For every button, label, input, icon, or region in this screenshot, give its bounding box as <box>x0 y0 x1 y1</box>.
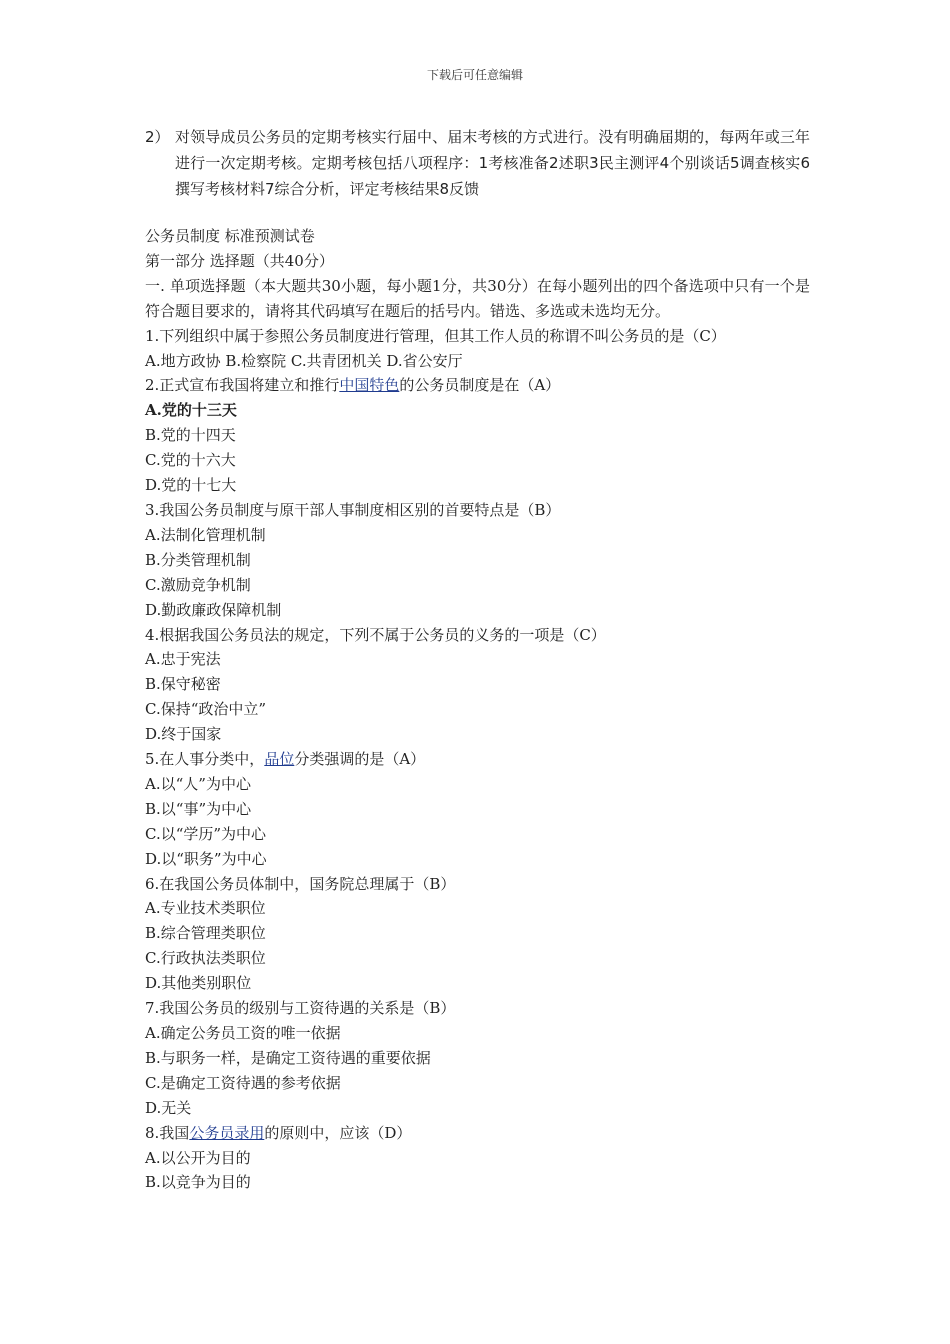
question-7-option-d: D.无关 <box>145 1098 192 1117</box>
question-8-stem <box>145 1121 810 1146</box>
intro-number: 2） <box>145 128 170 146</box>
question-4-option-b: B.保守秘密 <box>145 675 221 694</box>
question-2-option-a: A.党的十三天 <box>145 401 237 420</box>
question-5-stem-post: 分类强调的是（A） <box>294 750 426 769</box>
question-6-stem: 6.在我国公务员体制中，国务院总理属于（B） <box>145 874 456 893</box>
exam-instruction: 一. 单项选择题（本大题共30小题，每小题1分，共30分）在每小题列出的四个备选项中只有一个是符合题目要求的，请将其代码填写在题后的括号内。错选、多选或未选均无分。 <box>145 276 810 320</box>
question-6-option-b: B.综合管理类职位 <box>145 924 266 943</box>
question-5-option-c: C.以“学历”为中心 <box>145 824 267 843</box>
question-2-option-c: C.党的十六大 <box>145 451 236 470</box>
question-3-option-d: D.勤政廉政保障机制 <box>145 600 282 619</box>
question-5-option-b: B.以“事”为中心 <box>145 799 252 818</box>
question-4-option-c: C.保持“政治中立” <box>145 700 267 719</box>
question-2-option-d: D.党的十七大 <box>145 476 237 495</box>
question-3-option-c: C.激励竞争机制 <box>145 575 251 594</box>
question-5-option-a: A.以“人”为中心 <box>145 774 251 793</box>
link-pinwei[interactable]: 品位 <box>264 750 295 769</box>
intro-paragraph <box>145 124 810 202</box>
question-2-stem-post: 的公务员制度是在（A） <box>399 376 561 395</box>
question-2-option-b: B.党的十四天 <box>145 426 236 445</box>
question-8-stem-post: 的原则中，应该（D） <box>264 1123 412 1142</box>
question-6-option-d: D.其他类别职位 <box>145 974 252 993</box>
page-header: 下载后可任意编辑 <box>426 68 523 82</box>
intro-text: 对领导成员公务员的定期考核实行届中、届末考核的方式进行。没有明确届期的，每两年或三年进行一次定期考核。定期考核包括八项程序：1考核准备2述职3民主测评4个别谈话5调查核实6撰写考核材料7综合分析，评定考核结果8反馈 <box>175 128 810 198</box>
question-7-stem: 7.我国公务员的级别与工资待遇的关系是（B） <box>145 999 456 1018</box>
question-8-option-a: A.以公开为目的 <box>145 1148 251 1167</box>
question-7-option-b: B.与职务一样，是确定工资待遇的重要依据 <box>145 1048 431 1067</box>
question-2-stem <box>145 373 810 398</box>
question-5-stem <box>145 747 810 772</box>
question-3-option-b: B.分类管理机制 <box>145 550 251 569</box>
question-6-option-c: C.行政执法类职位 <box>145 949 266 968</box>
question-8-stem-pre: 8.我国 <box>145 1123 190 1142</box>
exam-body <box>145 224 810 1195</box>
link-gongwuyuan-luyong[interactable]: 公务员录用 <box>189 1123 265 1142</box>
question-5-stem-pre: 5.在人事分类中， <box>145 750 265 769</box>
question-7-option-a: A.确定公务员工资的唯一依据 <box>145 1024 341 1042</box>
question-7-option-c: C.是确定工资待遇的参考依据 <box>145 1073 341 1092</box>
question-3-stem: 3.我国公务员制度与原干部人事制度相区别的首要特点是（B） <box>145 500 561 519</box>
question-4-stem: 4.根据我国公务员法的规定，下列不属于公务员的义务的一项是（C） <box>145 625 606 644</box>
question-4-option-d: D.终于国家 <box>145 725 222 744</box>
question-3-option-a: A.法制化管理机制 <box>145 525 266 544</box>
question-8-option-b: B.以竞争为目的 <box>145 1173 251 1192</box>
question-5-option-d: D.以“职务”为中心 <box>145 849 267 868</box>
exam-title: 公务员制度 标准预测试卷 <box>145 227 315 245</box>
question-2-stem-pre: 2.正式宣布我国将建立和推行 <box>145 376 340 395</box>
question-1-options: A.地方政协 B.检察院 C.共青团机关 D.省公安厅 <box>145 351 463 370</box>
question-4-option-a: A.忠于宪法 <box>145 650 221 669</box>
link-zhongguo-tese[interactable]: 中国特色 <box>339 376 400 395</box>
question-6-option-a: A.专业技术类职位 <box>145 899 266 918</box>
exam-part-heading: 第一部分 选择题（共40分） <box>145 251 334 270</box>
question-1-stem: 1.下列组织中属于参照公务员制度进行管理，但其工作人员的称谓不叫公务员的是（C） <box>145 326 726 345</box>
